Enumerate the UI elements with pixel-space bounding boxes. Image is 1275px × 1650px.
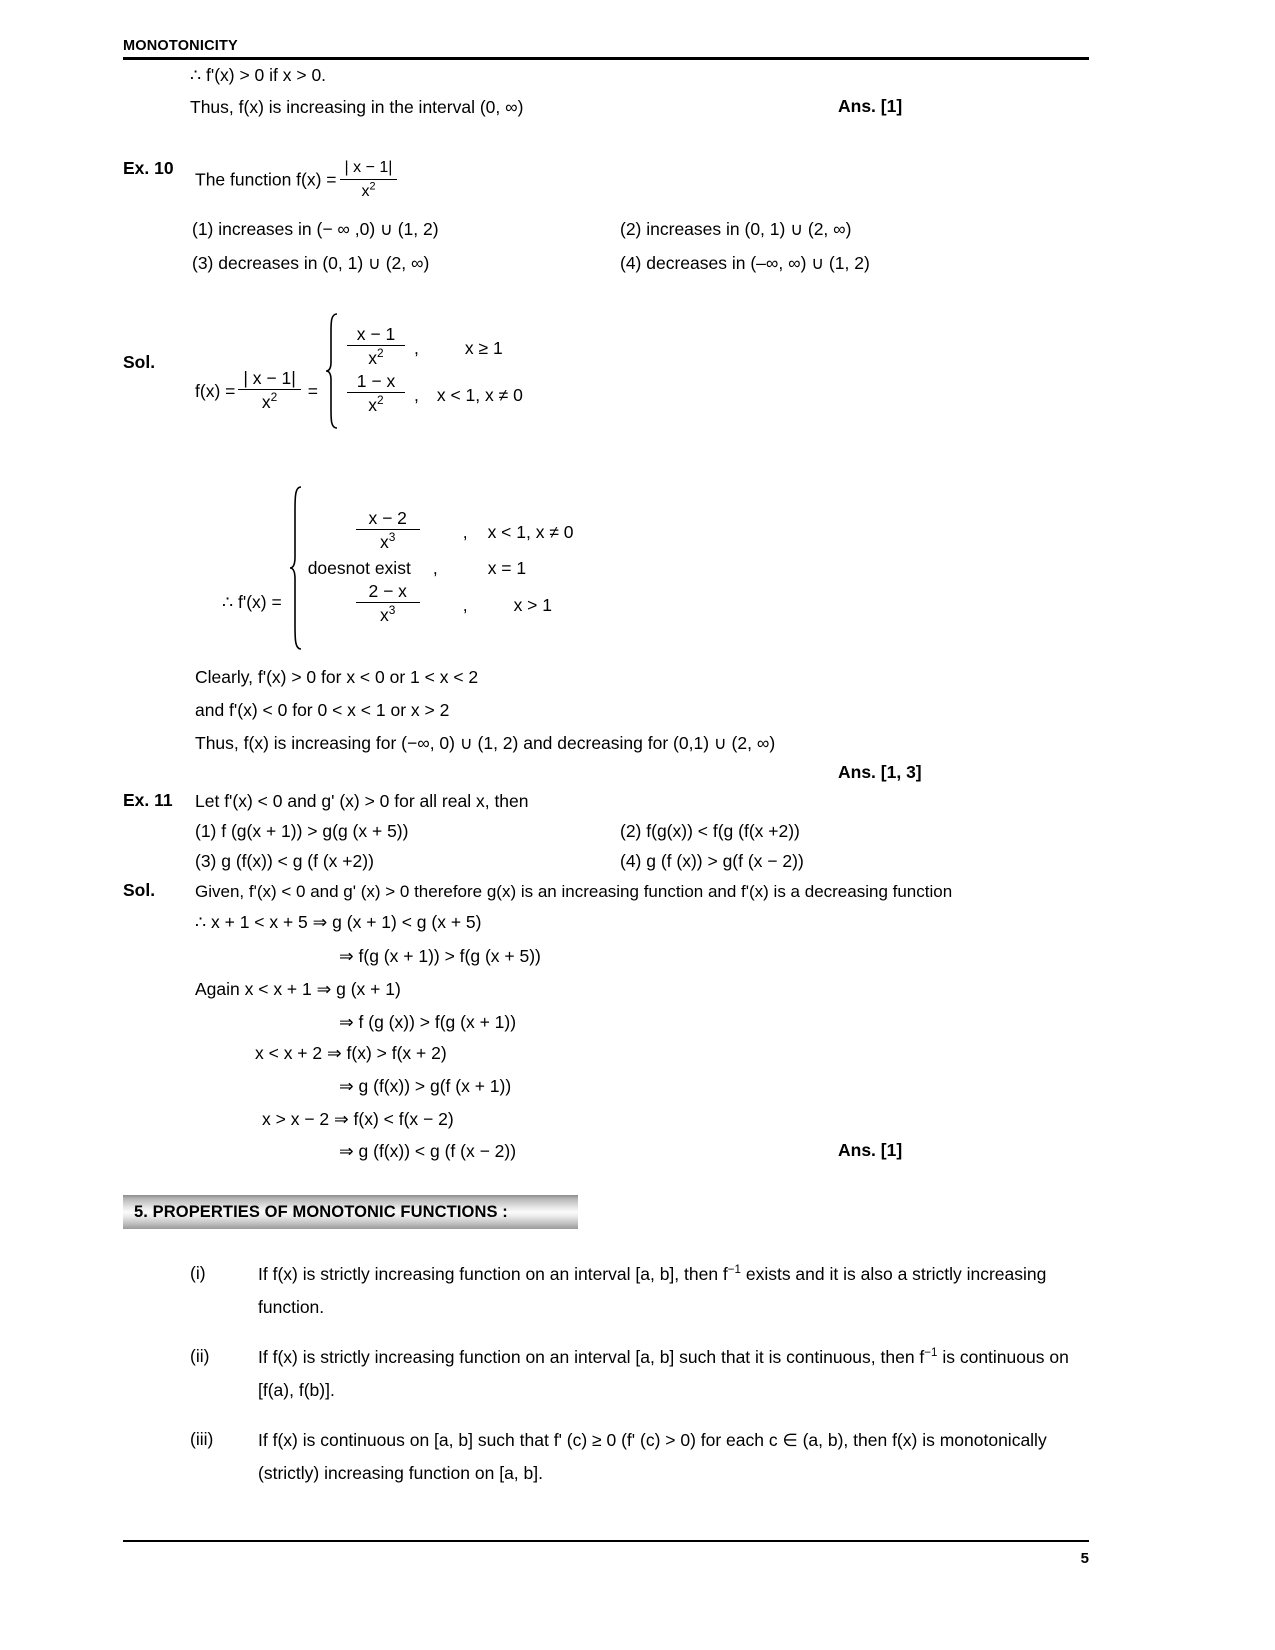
ex10-sol-equation: f(x) = $\frac{| x - 1|}{x^2}$ = $\frac{x - 1}{x^2}$ , x ≥ 1 $\frac{1 - x}{x^2}$ , x < 1, x ≠ 0 bbox=[195, 312, 523, 430]
ex11-sol-lead: Given, f'(x) < 0 and g' (x) > 0 therefore g(x) is an increasing function and f'(x) is a decreasing function bbox=[195, 882, 953, 901]
fraction-denominator: $x^2$ bbox=[340, 179, 398, 204]
ex10-option-1[interactable]: (1) increases in (− ∞ ,0) ∪ (1, 2) bbox=[192, 219, 439, 239]
ex11-step-3: Again x < x + 1 ⇒ g (x + 1) bbox=[195, 979, 401, 999]
top-answer: Ans. [1] bbox=[838, 96, 903, 116]
left-brace-icon bbox=[288, 485, 304, 651]
property-item-ii bbox=[190, 1341, 1100, 1407]
header-divider bbox=[123, 57, 1089, 60]
page-header-title: MONOTONICITY bbox=[123, 38, 238, 54]
ex11-step-4: ⇒ f (g (x)) > f(g (x + 1)) bbox=[339, 1012, 517, 1032]
ex11-sol-label: Sol. bbox=[123, 880, 156, 900]
top-line-2: Thus, f(x) is increasing in the interval (0, ∞) bbox=[190, 97, 524, 117]
footer-divider bbox=[123, 1540, 1089, 1542]
piecewise-fprime bbox=[288, 485, 574, 651]
page-header bbox=[123, 38, 1089, 60]
ex10-option-4[interactable]: (4) decreases in (–∞, ∞) ∪ (1, 2) bbox=[620, 253, 870, 273]
ex11-step-5: x < x + 2 ⇒ f(x) > f(x + 2) bbox=[255, 1043, 447, 1063]
piecewise-row: $\frac{1 - x}{x^2}$ , x < 1, x ≠ 0 bbox=[344, 371, 523, 418]
ex10-derivative-equation: ∴ f'(x) = $\frac{x - 2}{x^3}$ , x < 1, x ≠ 0 doesnot exist , x = 1 $\frac{2 - x}{x^3}$ , x > 1 bbox=[222, 485, 574, 651]
section-5-heading: 5. PROPERTIES OF MONOTONIC FUNCTIONS : bbox=[123, 1195, 578, 1229]
top-line-1: ∴ f'(x) > 0 if x > 0. bbox=[190, 65, 327, 85]
page-number: 5 bbox=[1080, 1550, 1089, 1567]
ex10-sol-label: Sol. bbox=[123, 352, 156, 372]
ex11-answer: Ans. [1] bbox=[838, 1140, 903, 1160]
ex11-step-2: ⇒ f(g (x + 1)) > f(g (x + 5)) bbox=[339, 946, 541, 966]
ex10-answer: Ans. [1, 3] bbox=[838, 762, 922, 782]
property-text: If f(x) is strictly increasing function on an interval [a, b], then $f^{-1}$ exists and it is also a strictly increasing function. bbox=[258, 1264, 1047, 1317]
ex10-conclusion-2: and f'(x) < 0 for 0 < x < 1 or x > 2 bbox=[195, 700, 450, 720]
piecewise-row: $\frac{x - 1}{x^2}$ , x ≥ 1 bbox=[344, 324, 523, 371]
ex11-label: Ex. 11 bbox=[123, 790, 173, 810]
fraction-denominator: $x^2$ bbox=[238, 389, 300, 414]
ex11-option-1[interactable]: (1) f (g(x + 1)) > g(g (x + 5)) bbox=[195, 821, 409, 841]
ex11-statement: Let f'(x) < 0 and g' (x) > 0 for all real x, then bbox=[195, 791, 529, 811]
ex10-label: Ex. 10 bbox=[123, 158, 174, 178]
ex11-step-6: ⇒ g (f(x)) > g(f (x + 1)) bbox=[339, 1076, 512, 1096]
fraction-numerator: | x − 1| bbox=[344, 159, 393, 176]
property-text: If f(x) is continuous on [a, b] such that f' (c) ≥ 0 (f' (c) > 0) for each c ∈ (a, b), then f(x) is monotonically (strictly) increasing function on [a, b]. bbox=[258, 1430, 1047, 1483]
fraction-numerator: | x − 1| bbox=[243, 367, 296, 388]
page-footer bbox=[123, 1540, 1089, 1567]
ex11-step-8: ⇒ g (f(x)) < g (f (x − 2)) bbox=[339, 1141, 517, 1161]
property-text: If f(x) is strictly increasing function on an interval [a, b] such that it is continuous, then $f^{-1}$ is continuous on [f(a), f(b)]. bbox=[258, 1347, 1069, 1400]
ex10-option-3[interactable]: (3) decreases in (0, 1) ∪ (2, ∞) bbox=[192, 253, 430, 273]
property-item-iii bbox=[190, 1424, 1100, 1490]
property-number: (iii) bbox=[190, 1429, 214, 1449]
property-number: (i) bbox=[190, 1263, 206, 1283]
property-number: (ii) bbox=[190, 1346, 210, 1366]
ex11-option-2[interactable]: (2) f(g(x)) < f(g (f(x +2)) bbox=[620, 821, 800, 841]
ex10-conclusion-3: Thus, f(x) is increasing for (−∞, 0) ∪ (1, 2) and decreasing for (0,1) ∪ (2, ∞) bbox=[195, 733, 776, 753]
piecewise-fx bbox=[324, 312, 523, 430]
ex10-conclusion-1: Clearly, f'(x) > 0 for x < 0 or 1 < x < 2 bbox=[195, 667, 479, 687]
ex11-step-7: x > x − 2 ⇒ f(x) < f(x − 2) bbox=[262, 1109, 454, 1129]
ex11-step-1: ∴ x + 1 < x + 5 ⇒ g (x + 1) < g (x + 5) bbox=[195, 912, 482, 932]
left-brace-icon bbox=[324, 312, 340, 430]
piecewise-row: $\frac{x - 2}{x^3}$ , x < 1, x ≠ 0 bbox=[308, 508, 574, 555]
property-item-i bbox=[190, 1258, 1100, 1324]
sol-fraction bbox=[238, 367, 300, 414]
ex10-statement: The function f(x) = $\frac{| x - 1|}{x^2}$ bbox=[195, 158, 400, 205]
ex10-option-2[interactable]: (2) increases in (0, 1) ∪ (2, ∞) bbox=[620, 219, 852, 239]
ex11-option-3[interactable]: (3) g (f(x)) < g (f (x +2)) bbox=[195, 851, 374, 871]
ex11-option-4[interactable]: (4) g (f (x)) > g(f (x − 2)) bbox=[620, 851, 804, 871]
ex10-fraction bbox=[340, 157, 398, 204]
piecewise-row: $\frac{2 - x}{x^3}$ , x > 1 bbox=[308, 581, 574, 628]
piecewise-row: doesnot exist , x = 1 bbox=[307, 558, 527, 578]
